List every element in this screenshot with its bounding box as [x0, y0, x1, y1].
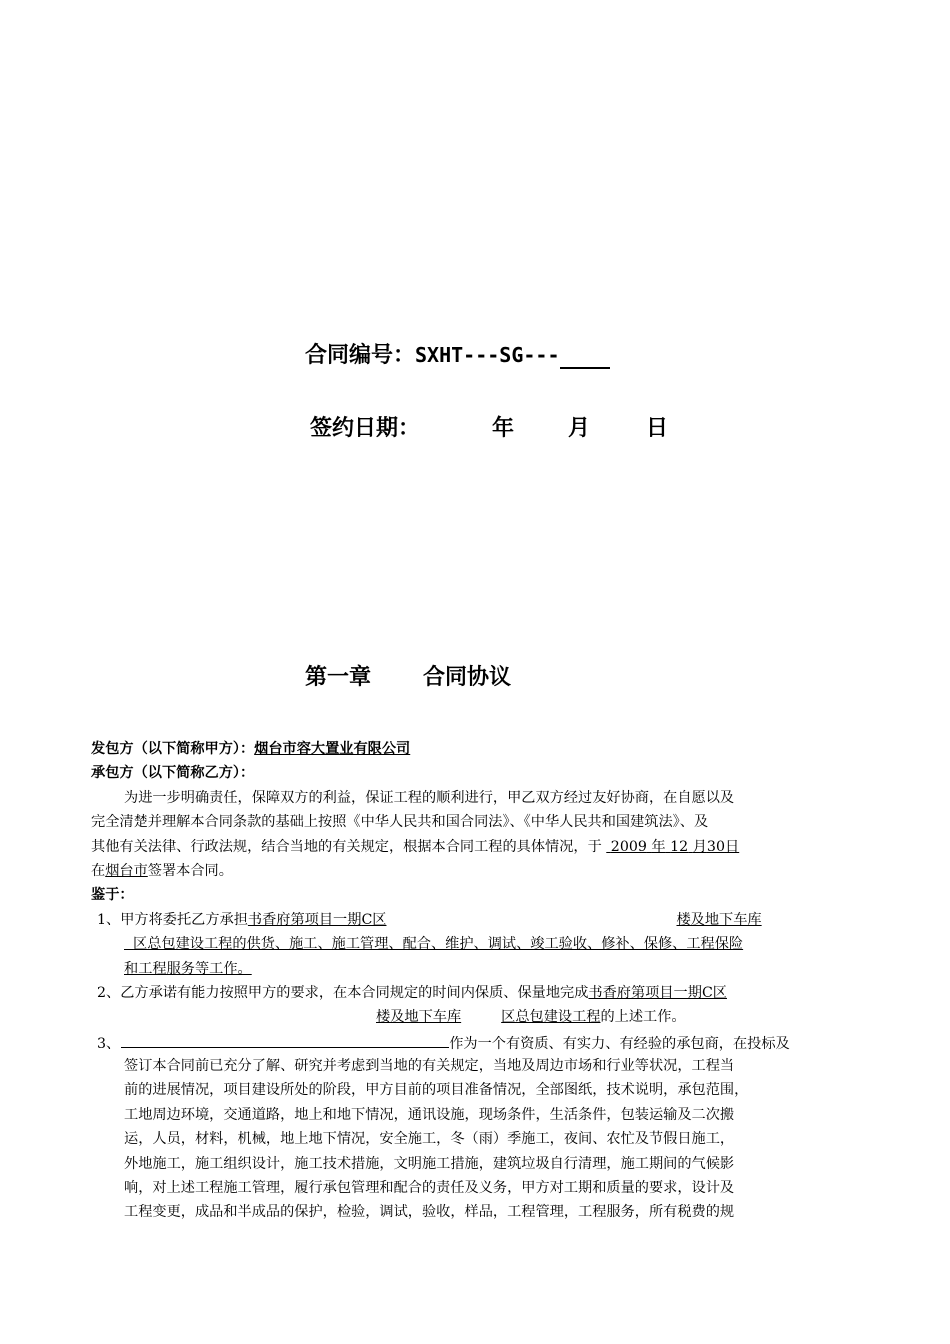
whereas-item-2-num: 2、 — [97, 984, 121, 1001]
whereas-item-1-line-1 — [91, 908, 861, 932]
whereas-item-3-line-5: 运，人员，材料，机械，地上地下情况，安全施工，冬（雨）季施工，夜间、农忙及节假日施工， — [124, 1131, 735, 1148]
whereas-item-3-line-8: 工程变更，成品和半成品的保护，检验，调试，验收，样品，工程管理，工程服务，所有税费的规 — [124, 1204, 735, 1221]
contract-number — [305, 338, 610, 369]
whereas-item-3-num: 3、 — [97, 1035, 121, 1052]
signing-date-filled — [606, 839, 739, 855]
whereas-item-1-text: 甲方将委托乙方承担 — [120, 911, 248, 928]
contract-number-blank — [560, 349, 610, 369]
intro-line-3-text: 其他有关法律、行政法规，结合当地的有关规定，根据本合同工程的具体情况，于 — [91, 838, 602, 855]
whereas-item-1-scope-text: 区总包建设工程的供货、施工、施工管理、配合、维护、调试、竣工验收、修补、保修、工程保险 — [133, 936, 744, 953]
party-a-name: 烟台市容大置业有限公司 — [254, 741, 411, 757]
whereas-item-2-zone: C区 — [701, 984, 727, 1001]
signing-date-filled-year: 2009 — [610, 838, 647, 855]
party-a — [91, 737, 861, 761]
whereas-item-3-line-2: 签订本合同前已充分了解、研究并考虑到当地的有关规定，当地及周边市场和行业等状况，工程当 — [124, 1058, 735, 1075]
whereas-item-2-text: 乙方承诺有能力按照甲方的要求，在本合同规定的时间内保质、保量地完成 — [120, 984, 589, 1001]
intro-line-1: 为进一步明确责任，保障双方的利益，保证工程的顺利进行，甲乙双方经过友好协商，在自愿以及 — [124, 789, 735, 806]
whereas-item-1-line-2 — [91, 932, 861, 956]
whereas-item-1-zone: C区 — [361, 911, 387, 928]
whereas-item-2-tail: 的上述工作。 — [600, 1009, 686, 1026]
whereas-item-2-project — [588, 985, 727, 1001]
whereas-item-3-text: 作为一个有资质、有实力、有经验的承包商，在投标及 — [449, 1035, 790, 1052]
party-a-label: 发包方（以下简称甲方）： — [91, 741, 255, 757]
intro-line-2: 完全清楚并理解本合同条款的基础上按照《中华人民共和国合同法》、《中华人民共和国建筑法》、及 — [91, 814, 709, 831]
contractor-name-blank — [121, 1030, 449, 1048]
whereas-item-3-line-3: 前的进展情况，项目建设所处的阶段，甲方目前的项目准备情况，全部图纸，技术说明，承包范围， — [124, 1082, 749, 1099]
party-b — [91, 761, 861, 785]
whereas-item-2-line-1 — [91, 981, 861, 1005]
signing-date-filled-day: 30 — [706, 838, 725, 855]
whereas-item-1-project-name: 书香府第项目一期 — [247, 911, 362, 928]
intro-line-4-suffix: 签署本合同。 — [147, 862, 233, 879]
whereas-item-2-building: 楼及地下车库 — [376, 1009, 462, 1026]
chapter-number: 第一章 — [305, 665, 372, 690]
whereas-item-3-line-7: 响，对上述工程施工管理，履行承包管理和配合的责任及义务，甲方对工期和质量的要求，设计及 — [124, 1180, 735, 1197]
whereas-item-1-tail: 和工程服务等工作。 — [124, 960, 252, 977]
signing-date-month: 月 — [568, 416, 591, 441]
whereas-item-1-project — [248, 912, 784, 928]
signing-date-filled-month-unit: 月 — [692, 838, 707, 855]
signing-date-year: 年 — [492, 416, 515, 441]
signing-date-filled-day-unit: 日 — [724, 838, 740, 855]
chapter-title: 合同协议 — [423, 665, 512, 690]
whereas-item-2-scope-text: 区总包建设工程 — [501, 1009, 601, 1026]
signing-date-day: 日 — [646, 416, 669, 441]
whereas-item-2-scope — [124, 1009, 600, 1025]
signing-date-label: 签约日期： — [310, 416, 421, 441]
whereas-label: 鉴于： — [91, 887, 134, 904]
whereas-item-3-line-4: 工地周边环境，交通道路，地上和地下情况，通讯设施，现场条件，生活条件，包装运输及二次搬 — [124, 1106, 735, 1123]
contract-number-label: 合同编号： — [305, 343, 416, 368]
whereas-item-3-line-6: 外地施工，施工组织设计，施工技术措施，文明施工措施，建筑垃圾自行清理，施工期间的气候影 — [124, 1155, 735, 1172]
intro-line-3 — [91, 835, 861, 859]
party-b-label: 承包方（以下简称乙方）： — [91, 765, 255, 782]
whereas-item-2-project-name: 书香府第项目一期 — [588, 984, 702, 1001]
signing-place: 烟台市 — [105, 862, 148, 879]
whereas-item-1-scope — [124, 936, 743, 952]
chapter-heading — [305, 660, 511, 691]
signing-date-filled-month: 12 — [670, 838, 689, 855]
intro-line-4 — [91, 859, 861, 883]
whereas-item-3-line-1 — [91, 1030, 861, 1054]
agreement-body — [91, 737, 861, 1225]
whereas-item-1-num: 1、 — [97, 911, 121, 928]
intro-line-4-prefix: 在 — [91, 862, 106, 879]
contract-number-value: SXHT---SG--- — [415, 343, 560, 367]
whereas-item-1-line-3 — [91, 957, 861, 981]
signing-date-filled-year-unit: 年 — [651, 838, 666, 855]
whereas-item-2-line-2 — [91, 1005, 861, 1029]
whereas-item-1-building: 楼及地下车库 — [676, 911, 762, 928]
